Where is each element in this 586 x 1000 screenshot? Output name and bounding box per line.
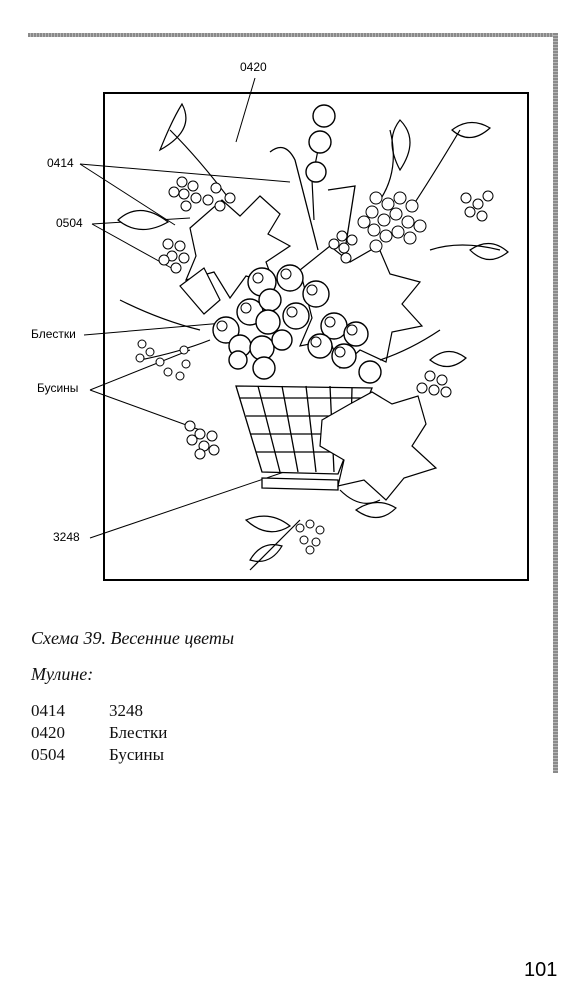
- legend-row: [31, 700, 167, 722]
- callout-busyny: Бусины: [37, 381, 79, 395]
- legend-code: Бусины: [109, 745, 165, 764]
- legend-row: [31, 744, 167, 766]
- callout-3248: 3248: [53, 530, 80, 544]
- thread-legend: [31, 700, 167, 766]
- callout-0414: 0414: [47, 156, 74, 170]
- legend-code: 0414: [31, 701, 65, 720]
- legend-code: Блестки: [109, 723, 168, 742]
- figure-caption: Схема 39. Весенние цветы: [31, 628, 235, 648]
- callout-0420: 0420: [240, 60, 267, 74]
- callout-0504: 0504: [56, 216, 83, 230]
- floating-berries: [306, 105, 335, 182]
- legend-code: 3248: [109, 701, 143, 720]
- callout-blestki: Блестки: [31, 327, 76, 341]
- page-number: 101: [524, 959, 558, 981]
- legend-row: [31, 722, 167, 744]
- legend-code: 0420: [31, 723, 65, 742]
- legend-code: 0504: [31, 745, 65, 764]
- legend-heading: Мулине:: [31, 664, 94, 684]
